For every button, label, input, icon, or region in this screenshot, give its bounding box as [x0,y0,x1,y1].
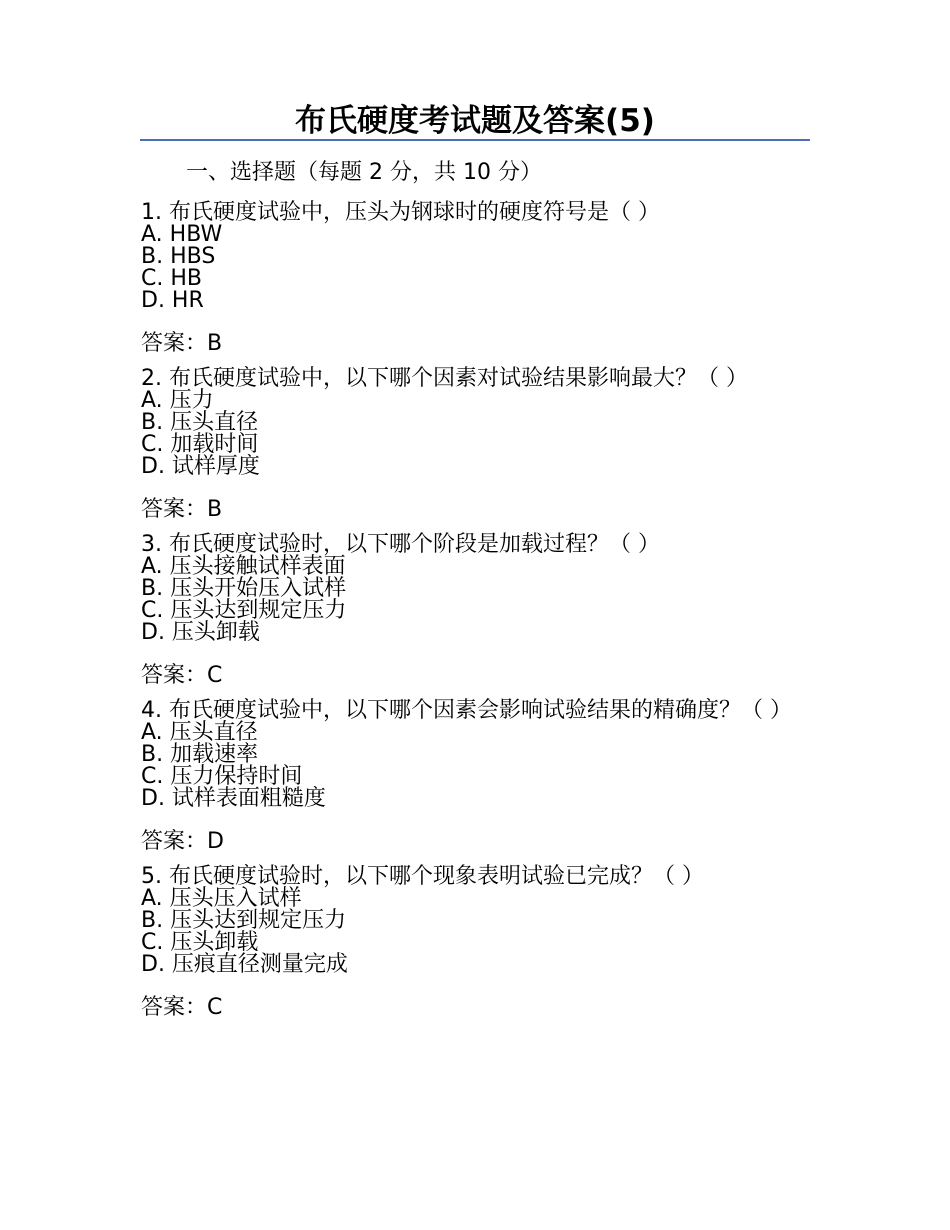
option-c: C. 压头达到规定压力 [141,598,347,623]
question-2 [141,368,791,521]
document-title: 布氏硬度考试题及答案(5) [295,103,655,139]
option-c: C. 压力保持时间 [141,764,303,789]
option-d: D. HR [141,288,204,313]
question-4 [141,700,791,853]
option-b: B. 压头达到规定压力 [141,908,347,933]
answer: 答案：B [141,331,223,356]
option-c: C. HB [141,266,202,291]
option-b: B. 压头直径 [141,410,259,435]
question-text: 1. 布氏硬度试验中，压头为钢球时的硬度符号是（ ） [141,200,660,225]
option-d: D. 压头卸载 [141,620,260,645]
option-b: B. 加载速率 [141,742,259,767]
option-b: B. HBS [141,244,216,269]
option-b: B. 压头开始压入试样 [141,576,347,601]
option-a: A. 压头直径 [141,720,258,745]
option-d: D. 压痕直径测量完成 [141,952,348,977]
option-a: A. HBW [141,222,223,247]
option-d: D. 试样厚度 [141,454,260,479]
question-5 [141,866,791,1019]
section-heading: 一、选择题（每题 2 分，共 10 分） [186,160,542,185]
question-text: 4. 布氏硬度试验中，以下哪个因素会影响试验结果的精确度？（ ） [141,698,792,723]
answer: 答案：C [141,663,223,688]
question-3 [141,534,791,687]
option-c: C. 加载时间 [141,432,259,457]
answer: 答案：C [141,995,223,1020]
answer: 答案：B [141,497,223,522]
option-a: A. 压力 [141,388,214,413]
question-1 [141,202,791,355]
answer: 答案：D [141,829,224,854]
question-text: 5. 布氏硬度试验时，以下哪个现象表明试验已完成？（ ） [141,864,704,889]
question-list [141,202,791,1032]
title-underline [140,139,810,141]
option-c: C. 压头卸载 [141,930,259,955]
option-d: D. 试样表面粗糙度 [141,786,326,811]
option-a: A. 压头压入试样 [141,886,302,911]
question-text: 3. 布氏硬度试验时，以下哪个阶段是加载过程？（ ） [141,532,660,557]
question-text: 2. 布氏硬度试验中，以下哪个因素对试验结果影响最大？（ ） [141,366,748,391]
option-a: A. 压头接触试样表面 [141,554,346,579]
